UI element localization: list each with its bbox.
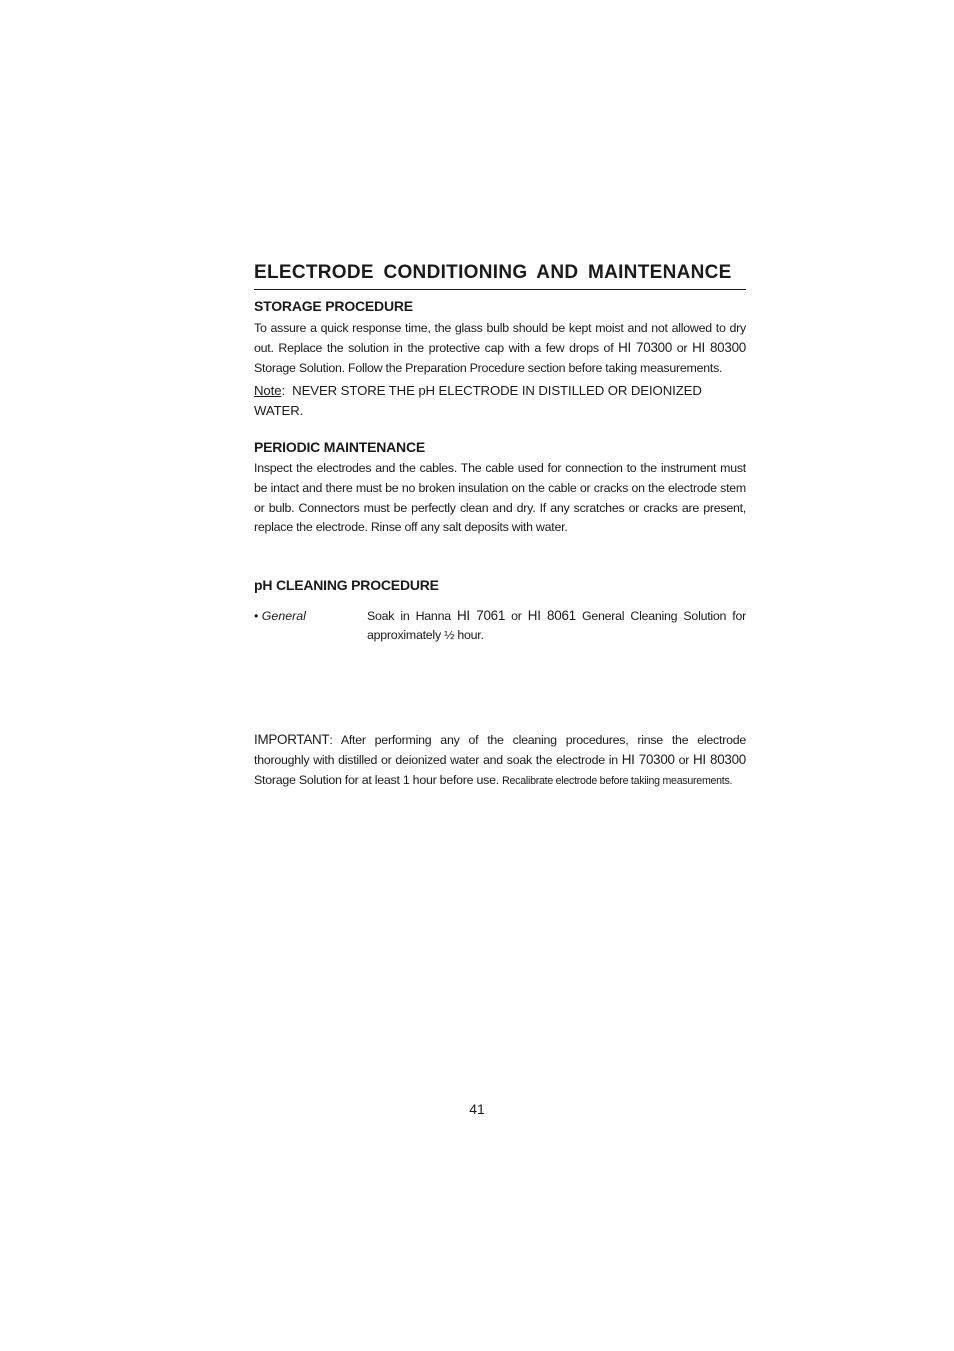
bullet-icon: • bbox=[254, 608, 259, 623]
storage-text-1: To assure a quick response time, the glass bulb should be kept moist and not allowed to dry out. bbox=[254, 320, 746, 356]
important-paragraph bbox=[254, 730, 746, 792]
page-title: ELECTRODE CONDITIONING AND MAINTENANCE bbox=[254, 262, 746, 290]
cleaning-or: or bbox=[505, 608, 528, 623]
important-label: IMPORTANT bbox=[254, 731, 330, 747]
page-content bbox=[254, 262, 746, 792]
cleaning-label-general: General bbox=[261, 608, 306, 623]
storage-or: or bbox=[672, 341, 693, 356]
storage-heading: STORAGE PROCEDURE bbox=[254, 297, 413, 314]
important-code-2: HI 80300 bbox=[692, 752, 746, 768]
periodic-heading: PERIODIC MAINTENANCE bbox=[254, 438, 426, 455]
storage-code-1: HI 70300 bbox=[618, 340, 673, 356]
important-text-2: Storage Solution for at least 1 hour before use. bbox=[254, 772, 503, 787]
important-colon: : bbox=[329, 732, 341, 747]
note-label: Note bbox=[254, 383, 282, 399]
cleaning-code-2: HI 8061 bbox=[527, 607, 576, 623]
cleaning-item-general bbox=[254, 606, 746, 646]
cleaning-heading: pH CLEANING PROCEDURE bbox=[254, 576, 439, 593]
cleaning-item-text bbox=[367, 606, 746, 646]
note-text: NEVER STORE THE pH ELECTRODE IN DISTILLED OR DEIONIZED WATER. bbox=[254, 383, 702, 418]
important-code-1: HI 70300 bbox=[621, 752, 675, 768]
storage-text-2b: Storage Solution. Follow the Preparation Procedure section before taking measurements. bbox=[254, 360, 723, 375]
storage-note bbox=[254, 381, 746, 420]
storage-code-2: HI 80300 bbox=[692, 340, 746, 356]
important-text-1: After performing any of the cleaning procedures, rinse the electrode thoroughly with distilled or deionized water and soak the electrode in bbox=[254, 732, 746, 768]
cleaning-text-1: Soak in Hanna bbox=[367, 608, 457, 623]
cleaning-item-label bbox=[254, 606, 367, 646]
note-colon: : bbox=[281, 383, 293, 399]
periodic-section bbox=[254, 439, 746, 538]
storage-paragraph bbox=[254, 319, 746, 379]
page-number: 41 bbox=[469, 1101, 485, 1117]
important-small-text: Recalibrate electrode before takiing measurements. bbox=[502, 774, 733, 787]
storage-section bbox=[254, 298, 746, 421]
important-or: or bbox=[674, 753, 693, 768]
important-section bbox=[254, 730, 746, 792]
cleaning-text-2: General Cleaning Solution for approximately ½ hour. bbox=[367, 608, 747, 643]
cleaning-section bbox=[254, 577, 746, 646]
cleaning-code-1: HI 7061 bbox=[456, 607, 506, 623]
storage-text-2a: Replace the solution in the protective cap with a few drops of bbox=[278, 341, 619, 356]
periodic-paragraph: Inspect the electrodes and the cables. The cable used for connection to the instrument must be intact and there must be no broken insulation on the cable or cracks on the electrode stem or bulb. Connectors must be perfectly clean and dry. If any scratches or cracks are present, replace the electrode. Rinse off any salt deposits with water. bbox=[254, 461, 746, 535]
